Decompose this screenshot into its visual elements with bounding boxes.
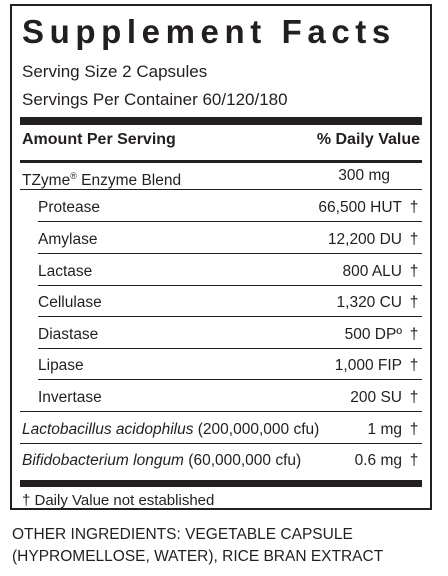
ingredient-row (22, 356, 420, 376)
serving-size: Serving Size 2 Capsules (22, 62, 208, 81)
ingredient-name: Amylase (38, 231, 98, 248)
row-divider (38, 253, 422, 254)
dagger-mark: † (409, 326, 419, 343)
servings-per-container: Servings Per Container 60/120/180 (22, 90, 288, 109)
ingredient-row (22, 198, 420, 218)
ingredient-name: Diastase (38, 326, 99, 343)
bottom-divider (20, 480, 422, 487)
row-divider (38, 316, 422, 317)
blend-row (22, 166, 420, 189)
ingredient-name: Invertase (38, 389, 102, 406)
row-divider (38, 221, 422, 222)
dagger-mark: † (409, 294, 419, 311)
probiotic-amount: 1 mg (367, 421, 402, 438)
ingredient-row (22, 230, 420, 250)
other-ingredients-line: OTHER INGREDIENTS: VEGETABLE CAPSULE (12, 526, 353, 543)
dagger-mark: † (409, 421, 419, 438)
row-divider (38, 348, 422, 349)
ingredient-amount: 12,200 DU (327, 231, 402, 248)
header-divider (20, 160, 422, 163)
blend-name: TZyme® Enzyme Blend (22, 171, 182, 189)
row-divider (20, 411, 422, 412)
dagger-mark: † (409, 452, 419, 469)
ingredient-name: Cellulase (38, 294, 102, 311)
dagger-mark: † (409, 231, 419, 248)
thick-divider (20, 117, 422, 125)
ingredient-amount: 1,320 CU (336, 294, 402, 311)
other-ingredients (12, 524, 383, 568)
probiotic-name: Lactobacillus acidophilus (200,000,000 cfu) (22, 421, 320, 438)
ingredient-amount: 200 SU (350, 389, 402, 406)
row-divider (38, 379, 422, 380)
amount-per-serving-header: Amount Per Serving (22, 131, 176, 148)
dagger-mark: † (409, 357, 419, 374)
ingredient-amount: 500 DPº (344, 326, 402, 343)
probiotic-row (22, 420, 420, 440)
other-ingredients-line: (HYPROMELLOSE, WATER), RICE BRAN EXTRACT (12, 548, 384, 565)
ingredient-amount: 800 ALU (342, 263, 402, 280)
daily-value-header: % Daily Value (316, 131, 420, 148)
panel-title: Supplement Facts (22, 13, 396, 50)
ingredient-amount: 1,000 FIP (334, 357, 402, 374)
ingredient-row (22, 325, 420, 345)
ingredient-amount: 66,500 HUT (318, 199, 402, 216)
dagger-mark: † (409, 263, 419, 280)
ingredient-row (22, 388, 420, 408)
ingredient-row (22, 293, 420, 313)
row-divider (38, 285, 422, 286)
row-divider (20, 443, 422, 444)
row-divider (20, 189, 422, 190)
daily-value-footnote: † Daily Value not established (22, 492, 215, 509)
ingredient-name: Protease (38, 199, 101, 216)
probiotic-name: Bifidobacterium longum (60,000,000 cfu) (22, 452, 302, 469)
ingredient-name: Lipase (38, 357, 84, 374)
dagger-mark: † (409, 199, 419, 216)
probiotic-row (22, 451, 420, 471)
ingredient-row (22, 262, 420, 282)
probiotic-amount: 0.6 mg (354, 452, 402, 469)
dagger-mark: † (409, 389, 419, 406)
blend-amount: 300 mg (338, 167, 390, 184)
supplement-facts-panel (10, 4, 432, 510)
ingredient-name: Lactase (38, 263, 93, 280)
